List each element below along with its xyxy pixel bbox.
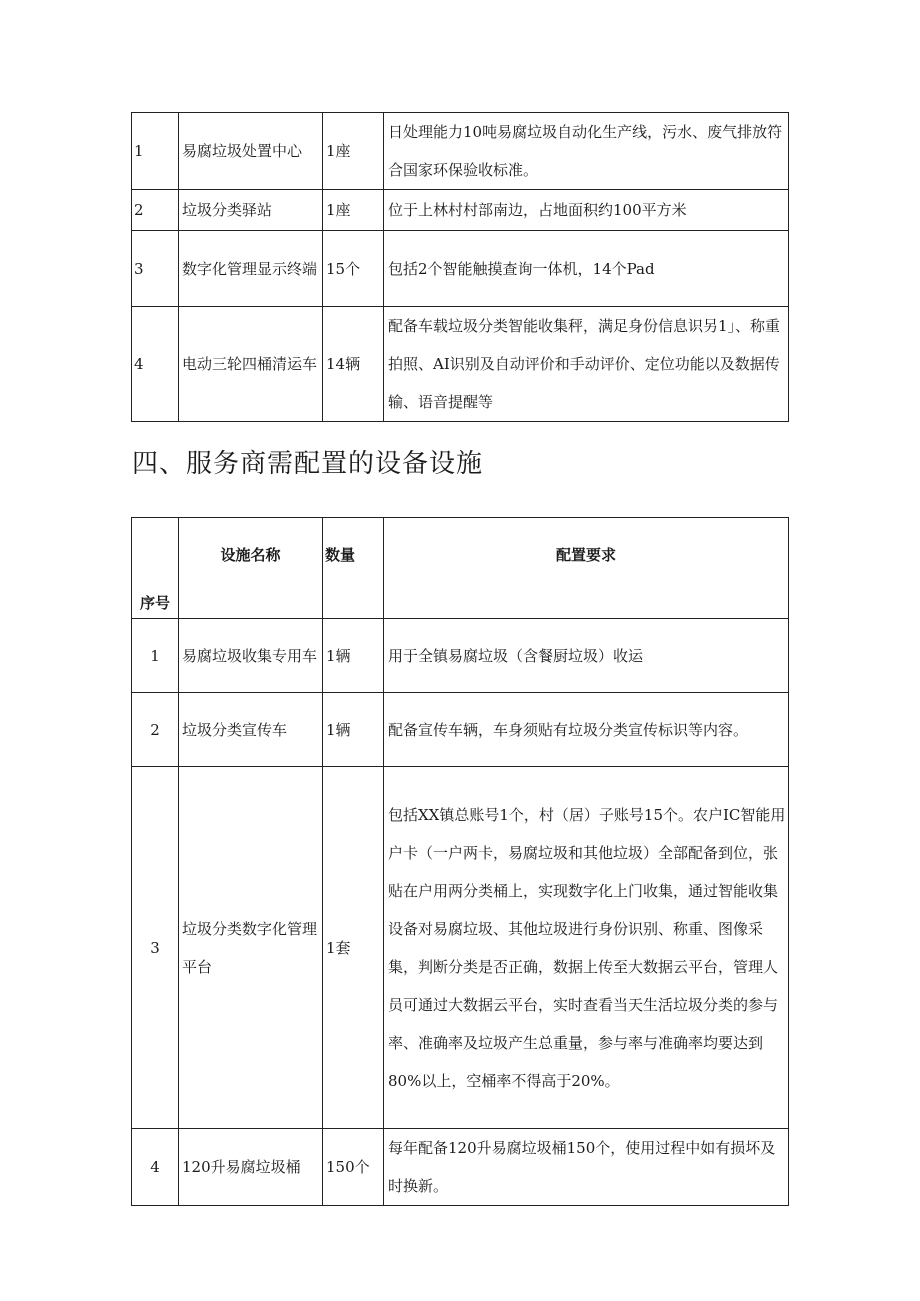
table-row	[132, 693, 789, 767]
facility-description: 配备车载垃圾分类智能收集秤，满足身份信息识另1」、称重拍照、AI识别及自动评价和手动评价、定位功能以及数据传输、语音提醒等	[384, 307, 789, 422]
row-number: 4	[132, 1129, 179, 1206]
facility-name: 垃圾分类驿站	[179, 190, 323, 231]
table-row	[132, 307, 789, 422]
facility-name: 数字化管理显示终端	[179, 231, 323, 307]
facilities-table	[131, 112, 789, 422]
facility-quantity: 1座	[323, 113, 384, 190]
facility-name: 电动三轮四桶清运车	[179, 307, 323, 422]
table-header-row	[132, 518, 789, 619]
facility-description: 配备宣传车辆，车身须贴有垃圾分类宣传标识等内容。	[384, 693, 789, 767]
facility-description: 包括XX镇总账号1个，村（居）子账号15个。农户IC智能用户卡（一户两卡，易腐垃圾和其他垃圾）全部配备到位，张贴在户用两分类桶上，实现数字化上门收集，通过智能收集设备对易腐垃圾、其他垃圾进行身份识别、称重、图像采集，判断分类是否正确，数据上传至大数据云平台，管理人员可通过大数据云平台，实时查看当天生活垃圾分类的参与率、准确率及垃圾产生总重量，参与率与准确率均要达到80%以上，空桶率不得高于20%。	[384, 767, 789, 1129]
facility-quantity: 150个	[323, 1129, 384, 1206]
row-number: 2	[132, 693, 179, 767]
table-row	[132, 231, 789, 307]
header-requirement: 配置要求	[384, 518, 789, 619]
provider-equipment-table	[131, 517, 789, 1206]
facility-description: 每年配备120升易腐垃圾桶150个，使用过程中如有损坏及时换新。	[384, 1129, 789, 1206]
row-number: 2	[132, 190, 179, 231]
row-number: 1	[132, 619, 179, 693]
facility-description: 日处理能力10吨易腐垃圾自动化生产线，污水、废气排放符合国家环保验收标准。	[384, 113, 789, 190]
facility-quantity: 14辆	[323, 307, 384, 422]
facility-description: 包括2个智能触摸查询一体机，14个Pad	[384, 231, 789, 307]
facility-description: 位于上林村村部南边，占地面积约100平方米	[384, 190, 789, 231]
facility-quantity: 1辆	[323, 693, 384, 767]
row-number: 1	[132, 113, 179, 190]
facility-description: 用于全镇易腐垃圾（含餐厨垃圾）收运	[384, 619, 789, 693]
table-row	[132, 619, 789, 693]
row-number: 4	[132, 307, 179, 422]
facility-quantity: 1辆	[323, 619, 384, 693]
facility-quantity: 15个	[323, 231, 384, 307]
header-quantity: 数量	[323, 518, 384, 619]
header-name: 设施名称	[179, 518, 323, 619]
facility-quantity: 1套	[323, 767, 384, 1129]
section-heading: 四、服务商需配置的设备设施	[132, 449, 484, 479]
header-seq: 序号	[132, 518, 179, 619]
facility-name: 垃圾分类宣传车	[179, 693, 323, 767]
facility-quantity: 1座	[323, 190, 384, 231]
table-row	[132, 190, 789, 231]
table-row	[132, 767, 789, 1129]
row-number: 3	[132, 767, 179, 1129]
facility-name: 120升易腐垃圾桶	[179, 1129, 323, 1206]
table-row	[132, 113, 789, 190]
facility-name: 易腐垃圾处置中心	[179, 113, 323, 190]
row-number: 3	[132, 231, 179, 307]
table-row	[132, 1129, 789, 1206]
facility-name: 垃圾分类数字化管理平台	[179, 767, 323, 1129]
facility-name: 易腐垃圾收集专用车	[179, 619, 323, 693]
